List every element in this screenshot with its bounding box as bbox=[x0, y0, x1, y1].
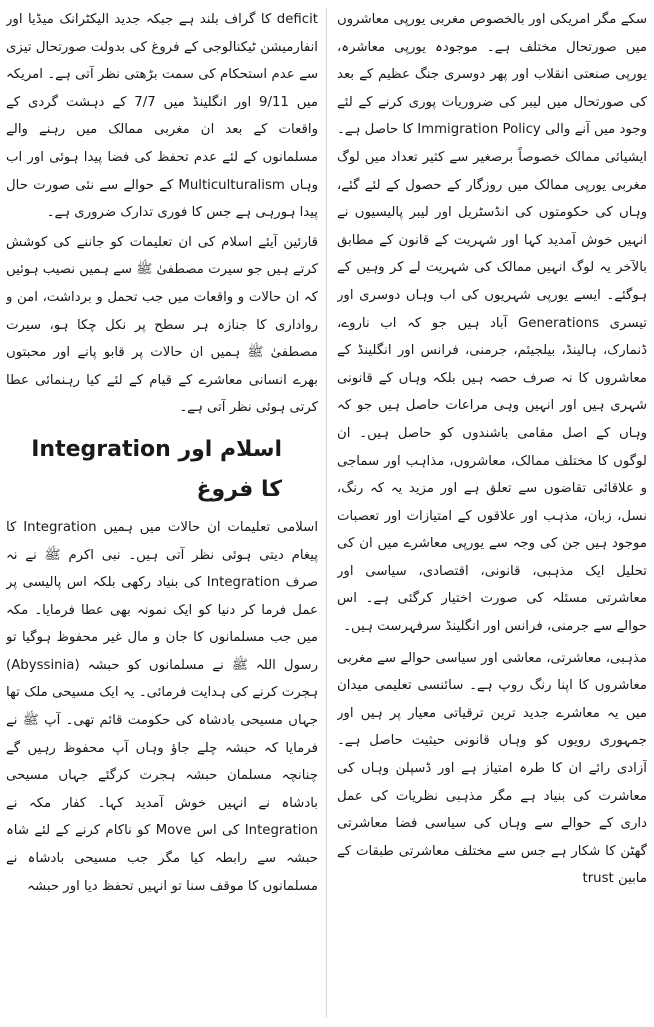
section-heading: اسلام اور Integration کا فروغ bbox=[31, 436, 282, 502]
right-column bbox=[337, 6, 647, 1026]
left-column bbox=[6, 6, 318, 1026]
body-paragraph: اسلامی تعلیمات ان حالات میں ہمیں Integration کا پیغام دیتی ہوئی نظر آتی ہیں۔ نبی اکرم ﷺ نے نہ صرف Integration کی بنیاد رکھی بلکہ اس پالیسی پر عمل فرما کر دنیا کو ایک نمونہ بھی عطا فرمایا۔ مکہ میں جب مسلمانوں کا جان و مال غیر محفوظ ہوگیا تو رسول اللہ ﷺ نے مسلمانوں کو حبشہ (Abyssinia) ہجرت کرنے کی ہدایت فرمائی۔ یہ ایک مسیحی ملک تھا جہاں مسیحی بادشاہ کی حکومت قائم تھی۔ آپ ﷺ نے فرمایا کہ حبشہ چلے جاؤ وہاں آپ محفوظ رہیں گے چنانچہ مسلمان حبشہ ہجرت کرگئے جہاں مسیحی بادشاہ نے انہیں خوش آمدید کہا۔ کفار مکہ نے Integration کی اس Move کو ناکام کرنے کے لئے شاہ حبشہ سے رابطہ کیا مگر جب مسیحی بادشاہ نے مسلمانوں کا موقف سنا تو انہیں تحفظ دیا اور حبشہ bbox=[6, 519, 318, 894]
body-paragraph: مذہبی، معاشرتی، معاشی اور سیاسی حوالے سے مغربی معاشروں کا اپنا رنگ روپ ہے۔ سائنسی تعلیمی میدان میں یہ معاشرے جدید ترین ترقیاتی معیار پر ہیں اور جمہوری رویوں کو وہاں قانونی حیثیت حاصل ہے۔ آزادی رائے ان کا طرہ امتیاز ہے اور ڈسپلن وہاں کی معاشرت کی بنیاد ہے مگر مذہبی نظریات کی عمل داری کے حوالے سے وہاں کی سیاسی فضا معاشرتی گھٹن کا شکار ہے جس سے مختلف معاشرتی طبقات کے مابین trust bbox=[337, 650, 647, 887]
body-paragraph: قارئین آیئے اسلام کی ان تعلیمات کو جاننے کی کوشش کرتے ہیں جو سیرت مصطفیٰ ﷺ سے ہمیں نصیب ہوئیں کہ ان حالات و واقعات میں جب تحمل و برداشت، امن و رواداری کا جنازہ ہر سطح پر نکل چکا ہو، سیرت مصطفیٰ ﷺ ہمیں ان حالات پر قابو پانے اور محبتوں بھرے انسانی معاشرے کے قیام کے لئے کیا رہنمائی عطا کرتی ہوئی نظر آتی ہے۔ bbox=[6, 234, 318, 416]
column-divider bbox=[326, 8, 327, 1018]
body-paragraph: سکے مگر امریکی اور بالخصوص مغربی یورپی معاشروں میں صورتحال مختلف ہے۔ موجودہ یورپی معاشرہ، یورپی صنعتی انقلاب اور پھر دوسری جنگ عظیم کے بعد کی صورتحال میں لیبر کی ضروریات پوری کرنے کے لئے وجود میں آنے والی Immigration Policy کا حاصل ہے۔ ایشیائی ممالک خصوصاً برصغیر سے کثیر تعداد میں لوگ مغربی یورپی ممالک میں روزگار کے حصول کے لئے گئے، وہاں کی حکومتوں کی انڈسٹریل اور لیبر پالیسیوں نے انہیں خوش آمدید کہا اور شہریت کے قانون کے مطابق بالآخر یہ لوگ انہیں ممالک کی شہریت لے کر وہیں کے ہوگئے۔ ایسے یورپی شہریوں کی اب وہاں دوسری اور تیسری Generations آباد ہیں جو کہ اب ناروے، ڈنمارک، ہالینڈ، بیلجیئم، جرمنی، فرانس اور انگلینڈ کے معاشروں کا نہ صرف حصہ ہیں بلکہ وہاں کے قانونی شہری ہیں اور انہیں وہی مراعات حاصل ہیں جو کہ وہاں کے اصل مقامی باشندوں کو حاصل ہیں۔ ان لوگوں کا مختلف ممالک، معاشروں، مذاہب اور سماجی و علاقائی تقاضوں سے تعلق ہے اور مزید یہ کہ رنگ، نسل، زبان، مذہب اور علاقوں کے امتیازات اور تعصبات موجود ہیں جن کی وجہ سے یورپی معاشرے میں ان کی تحلیل ایک مذہبی، قانونی، اقتصادی، سیاسی اور معاشرتی مسئلہ کی صورت اختیار کرگئی ہے۔ اس حوالے سے جرمنی، فرانس اور انگلینڈ سرفہرست ہیں۔ bbox=[337, 12, 647, 635]
body-paragraph: deficit کا گراف بلند ہے جبکہ جدید الیکٹرانک میڈیا اور انفارمیشن ٹیکنالوجی کے فروغ کی بدولت صورتحال تیزی سے عدم استحکام کی سمت بڑھتی نظر آتی ہے۔ امریکہ میں 9/11 اور انگلینڈ میں 7/7 کے دہشت گردی کے واقعات کے بعد ان مغربی ممالک میں رہنے والے مسلمانوں کے لئے عدم تحفظ کی فضا پیدا ہوئی اور اب وہاں Multiculturalism کے حوالے سے نئی صورت حال پیدا ہورہی ہے جس کا فوری تدارک ضروری ہے۔ bbox=[6, 12, 318, 221]
